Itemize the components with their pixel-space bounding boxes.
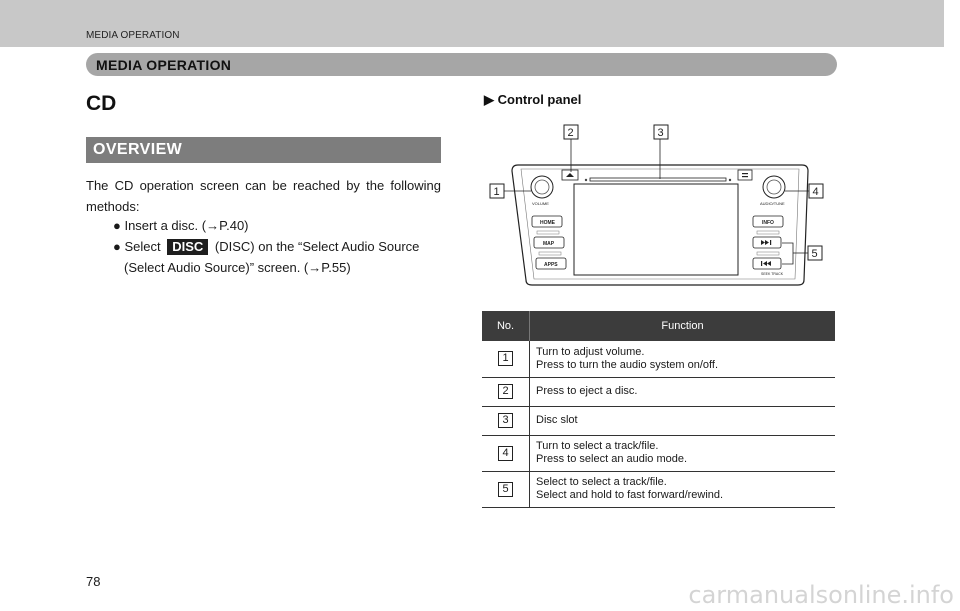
table-header-row xyxy=(482,311,835,341)
bullet-select-continuation: (Select Audio Source)” screen. (→P.55) xyxy=(124,260,351,275)
row-function-line1: Press to eject a disc. xyxy=(536,385,638,397)
row-function-line1: Select to select a track/file. xyxy=(536,476,667,488)
bullet-select-text-post: (DISC) on the “Select Audio Source xyxy=(214,239,420,254)
map-label: MAP xyxy=(543,241,555,247)
row-function-line1: Disc slot xyxy=(536,414,578,426)
row-function-line2: Press to select an audio mode. xyxy=(536,453,688,465)
table-row xyxy=(482,406,835,435)
row-number: 1 xyxy=(498,351,513,366)
control-panel-title: ▶ Control panel xyxy=(484,92,582,107)
section-title-bar xyxy=(86,53,837,76)
table-row xyxy=(482,435,835,471)
row-function-line1: Turn to select a track/file. xyxy=(536,440,659,452)
disc-slot xyxy=(590,178,726,181)
watermark: carmanualsonline.info xyxy=(688,581,954,609)
control-panel-diagram xyxy=(482,115,834,295)
table-row xyxy=(482,377,835,406)
bullet-select-text: ● Select xyxy=(113,239,161,254)
chapter-title: CD xyxy=(86,92,117,115)
callout-1: 1 xyxy=(493,186,500,198)
display-screen xyxy=(574,184,738,275)
menu-button xyxy=(738,170,752,180)
bullet-insert-disc: ● Insert a disc. (→P.40) xyxy=(113,218,249,233)
table-row xyxy=(482,341,835,377)
page-number: 78 xyxy=(86,574,101,589)
apps-label: APPS xyxy=(544,262,558,268)
overview-heading-bar xyxy=(86,137,441,163)
volume-label: VOLUME xyxy=(532,201,549,206)
column-header-function: Function xyxy=(530,311,836,341)
row-number: 2 xyxy=(498,384,513,399)
function-table xyxy=(482,311,835,508)
row-function-line1: Turn to adjust volume. xyxy=(536,345,645,358)
row-number: 5 xyxy=(498,482,513,497)
table-row xyxy=(482,471,835,507)
top-header-bar xyxy=(0,0,944,47)
bullet-select-disc xyxy=(113,239,441,255)
callout-3: 3 xyxy=(657,127,664,139)
seek-track-label: SEEK TRACK xyxy=(761,272,784,276)
audio-tune-label: AUDIO/TUNE xyxy=(760,201,785,206)
overview-intro: The CD operation screen can be reached by the following methods: xyxy=(86,178,441,214)
column-header-no: No. xyxy=(482,311,530,341)
callout-4: 4 xyxy=(812,186,819,198)
row-function-line2: Press to turn the audio system on/off. xyxy=(536,358,719,371)
row-number: 4 xyxy=(498,446,513,461)
info-label: INFO xyxy=(762,220,774,226)
overview-title: OVERVIEW xyxy=(93,141,183,158)
callout-5: 5 xyxy=(811,248,818,260)
running-header: MEDIA OPERATION xyxy=(86,30,180,41)
disc-button-badge: DISC xyxy=(167,239,208,255)
row-number: 3 xyxy=(498,413,513,428)
callout-2: 2 xyxy=(567,127,574,139)
section-title: MEDIA OPERATION xyxy=(96,57,232,73)
home-label: HOME xyxy=(540,220,555,226)
row-function-line2: Select and hold to fast forward/rewind. xyxy=(536,489,724,501)
